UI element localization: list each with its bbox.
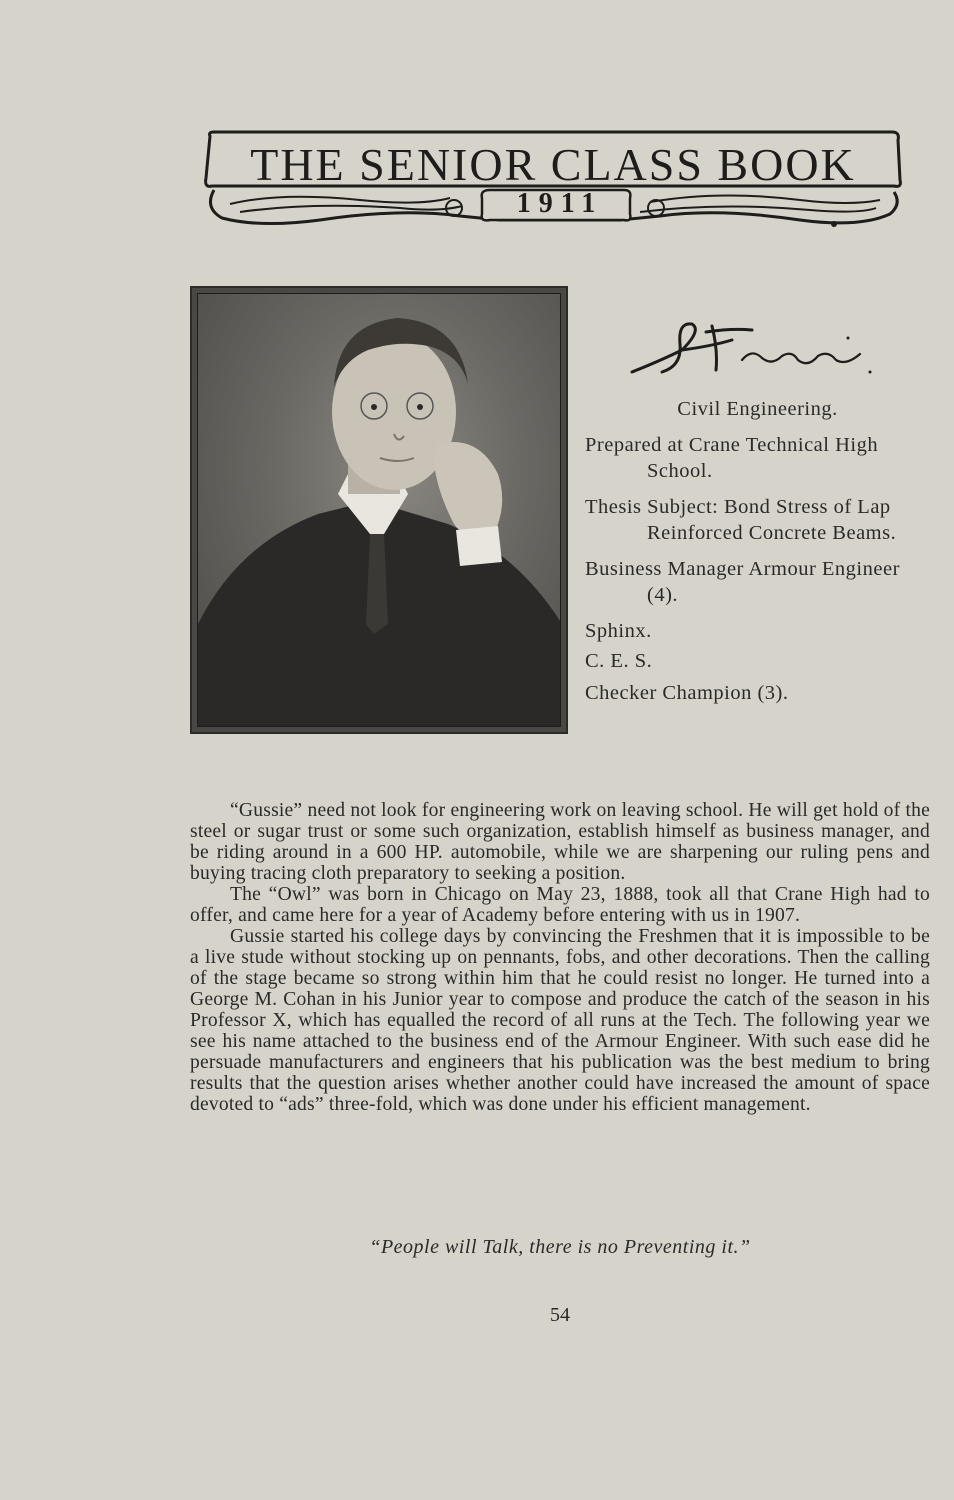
info-item <box>585 648 930 674</box>
department: Civil Engineering. <box>677 398 838 420</box>
info-item-continuation: (4). <box>647 584 679 606</box>
info-item-continuation: School. <box>647 460 713 482</box>
portrait-illustration <box>198 294 561 727</box>
page-number: 54 <box>550 1304 570 1326</box>
info-item-text: Thesis Subject: Bond Stress of Lap <box>585 496 891 518</box>
info-item <box>585 618 930 644</box>
quote: “People will Talk, there is no Preventing it.” <box>369 1236 751 1258</box>
info-item-text: C. E. S. <box>585 650 653 672</box>
header-banner <box>200 128 906 238</box>
portrait-photo <box>190 286 568 734</box>
info-item-text: Business Manager Armour Engineer <box>585 558 900 580</box>
book-title: THE SENIOR CLASS BOOK <box>250 139 856 190</box>
info-item <box>585 494 930 546</box>
signature <box>622 310 882 390</box>
info-item <box>585 556 930 608</box>
book-year: 1911 <box>516 188 604 219</box>
info-item-text: Checker Champion (3). <box>585 682 789 704</box>
biography-paragraph: “Gussie” need not look for engineering work on leaving school. He will get hold of the steel or sugar trust or some such organization, establish himself as business manager, and be riding around in a 600 HP. automobile, while we are sharpening our ruling pens and buying tracing cloth preparatory to seeking a position. <box>190 800 930 884</box>
biography-paragraph: The “Owl” was born in Chicago on May 23, 1888, took all that Crane High had to offer, and came here for a year of Academy before entering with us in 1907. <box>190 884 930 926</box>
info-item-text: Sphinx. <box>585 620 652 642</box>
info-item-continuation: Reinforced Concrete Beams. <box>647 522 897 544</box>
student-info <box>585 396 930 716</box>
info-item-text: Prepared at Crane Technical High <box>585 434 879 456</box>
info-item <box>585 680 930 706</box>
signature-scribble <box>622 310 882 390</box>
info-item <box>585 432 930 484</box>
biography-paragraph: Gussie started his college days by convincing the Freshmen that it is impossible to be a live stude without stocking up on pennants, fobs, and other decorations. Then the calling of the stage became so strong within him that he could resist no longer. He turned into a George M. Cohan in his Junior year to compose and produce the catch of the season in his Professor X, which has equalled the record of all runs at the Tech. The following year we see his name attached to the business end of the Armour Engineer. With such ease did he persuade manufacturers and engineers that his publication was the best medium to bring results that the question arises whether another could have increased the amount of space devoted to “ads” three-fold, which was done under his efficient management. <box>190 926 930 1115</box>
biography-text <box>190 800 930 1115</box>
portrait-image <box>197 293 561 727</box>
